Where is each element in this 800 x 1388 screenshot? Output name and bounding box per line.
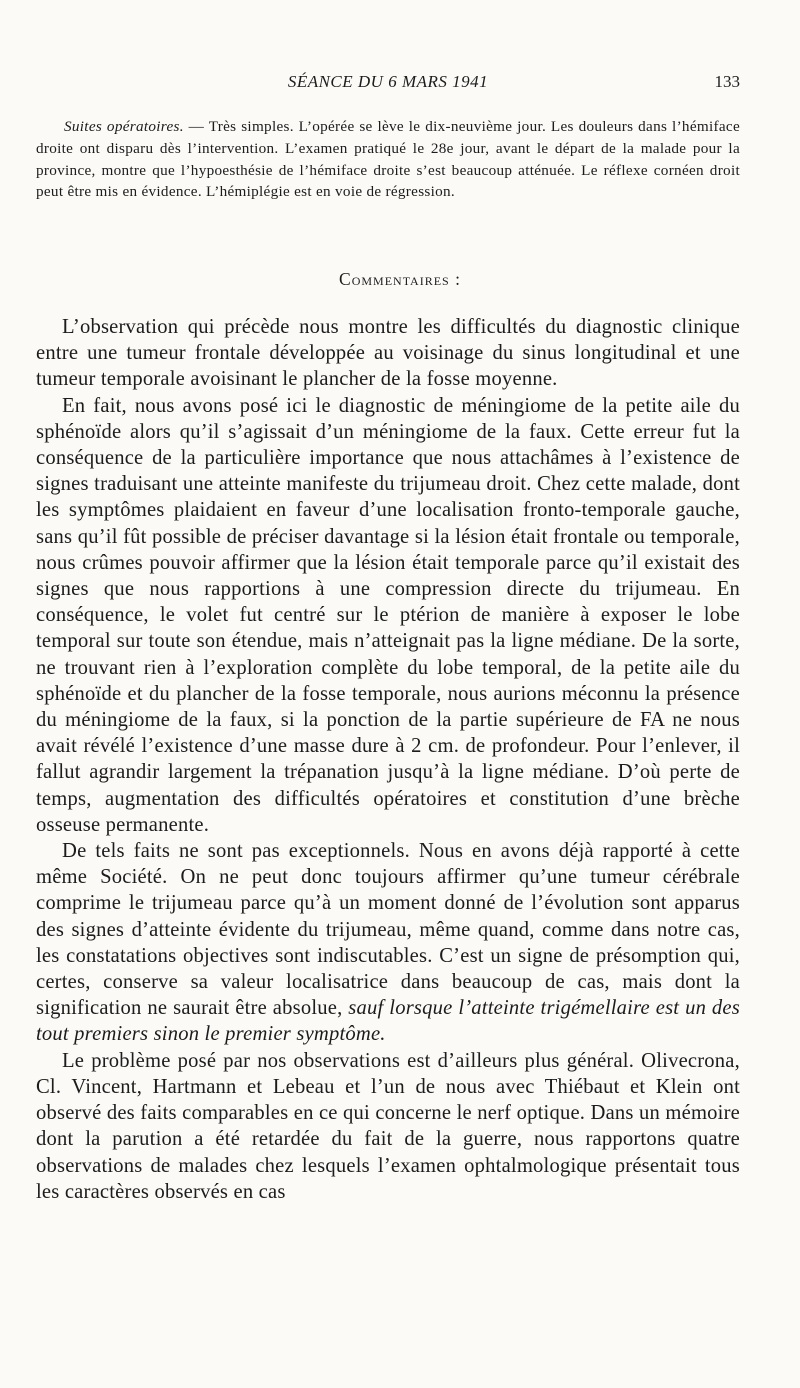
suites-lead: Suites opératoires.: [64, 118, 184, 135]
running-header: [36, 72, 740, 98]
postoperative-paragraph: [36, 116, 740, 203]
paragraph-1: L’observation qui précède nous montre les difficultés du diagnostic clinique entre une tumeur frontale développée au voisinage du sinus longitudinal et une tumeur temporale avoisinant le plancher de la fosse moyenne.: [36, 316, 740, 391]
paragraph-3-text: De tels faits ne sont pas exceptionnels. Nous en avons déjà rapporté à cette même Société. On ne peut donc toujours affirmer qu’une tumeur cérébrale comprime le trijumeau parce qu’à un moment donné de l’évolution sont apparus des signes d’atteinte évidente du trijumeau, même quand, comme dans notre cas, les constatations objectives sont indiscutables. C’est un signe de présomption qui, certes, conserve sa valeur localisatrice dans beaucoup de cas, mais dont la signification ne saurait être absolue,: [36, 840, 740, 1020]
paragraph-3: [36, 838, 740, 1048]
suites-text: — Très simples. L’opérée se lève le dix-neuvième jour. Les douleurs dans l’hémiface droite ont disparu dès l’intervention. L’examen pratiqué le 28e jour, avant le départ de la malade pour la province, montre que l’hypoesthésie de l’hémiface droite s’est beaucoup atténuée. Le réflexe cornéen droit peut être mis en évidence. L’hémiplégie est en voie de régression.: [36, 118, 740, 201]
paragraph-4: Le problème posé par nos observations est d’ailleurs plus général. Olivecrona, Cl. Vincent, Hartmann et Lebeau et l’un de nous avec Thiébaut et Klein ont observé des faits comparables en ce qui concerne le nerf optique. Dans un mémoire dont la parution a été retardée du fait de la guerre, nous rapportons quatre observations de malades chez lesquels l’examen ophtalmologique présentait tous les caractères observés en cas: [36, 1049, 740, 1203]
paragraph-3-italic: sauf lorsque l’atteinte trigémellaire est un des tout premiers sinon le premier symptôme.: [36, 997, 740, 1046]
running-title: SÉANCE DU 6 MARS 1941: [287, 72, 489, 91]
page-number: 133: [714, 72, 740, 91]
paragraph-2: En fait, nous avons posé ici le diagnostic de méningiome de la petite aile du sphénoïde alors qu’il s’agissait d’un méningiome de la faux. Cette erreur fut la conséquence de la particulière importance que nous attachâmes à l’existence de signes traduisant une atteinte manifeste du trijumeau droit. Chez cette malade, dont les symptômes plaidaient en faveur d’une localisation fronto-temporale gauche, sans qu’il fût possible de préciser davantage si la lésion était frontale ou temporale, nous crûmes pouvoir affirmer que la lésion était temporale parce qu’il existait des signes que nous rapportions à une compression directe du trijumeau. En conséquence, le volet fut centré sur le ptérion de manière à exposer le lobe temporal sur toute son étendue, mais n’atteignait pas la ligne médiane. De la sorte, ne trouvant rien à l’exploration complète du lobe temporal, de la petite aile du sphénoïde et du plancher de la fosse temporale, nous aurions méconnu la présence du méningiome de la faux, si la ponction de la partie supérieure de FA ne nous avait révélé l’existence d’une masse dure à 2 cm. de profondeur. Pour l’enlever, il fallut agrandir largement la trépanation jusqu’à la ligne médiane. D’où perte de temps, augmentation des difficultés opératoires et constitution d’une brèche osseuse permanente.: [36, 394, 740, 836]
commentary-body: [36, 314, 740, 1205]
section-title: Commentaires :: [339, 269, 461, 289]
